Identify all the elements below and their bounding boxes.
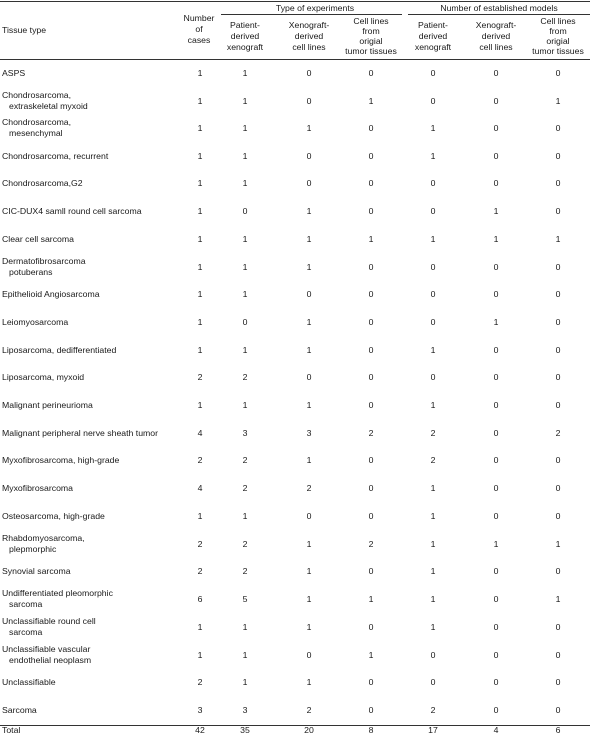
value-cell: 0 [368, 261, 374, 272]
header-number-of-cases: Number of cases [183, 13, 215, 45]
value-cell: 0 [306, 372, 312, 382]
value-cell: 0 [368, 400, 374, 410]
value-cell: 0 [242, 206, 248, 216]
value-cell: 1 [197, 95, 203, 106]
value-cell: 0 [493, 593, 499, 604]
tissue-type-cell: ASPS [2, 68, 26, 78]
tissue-type-cell: Epithelioid Angiosarcoma [2, 289, 100, 299]
value-cell: 3 [306, 428, 312, 438]
value-cell: 2 [197, 538, 203, 549]
value-cell: 3 [242, 428, 248, 438]
value-cell: 0 [555, 206, 561, 216]
value-cell: 1 [197, 151, 203, 161]
value-cell: 2 [242, 372, 248, 382]
value-cell: 0 [555, 621, 561, 632]
value-cell: 0 [368, 345, 374, 355]
value-cell: 0 [306, 649, 312, 660]
value-cell: 0 [493, 151, 499, 161]
table-row [0, 511, 590, 522]
value-cell: 1 [242, 95, 248, 106]
value-cell: 1 [242, 178, 248, 188]
value-cell: 0 [555, 677, 561, 687]
header-type-of-experiments: Type of experiments [275, 3, 355, 13]
value-cell: 1 [555, 234, 561, 244]
tissue-type-cell: Sarcoma [2, 705, 37, 715]
value-cell: 1 [197, 206, 203, 216]
value-cell: 2 [430, 705, 436, 715]
total-row [0, 725, 590, 736]
value-cell: 0 [368, 151, 374, 161]
value-cell: 1 [197, 649, 203, 660]
tissue-type-cell: Liposarcoma, myxoid [2, 372, 85, 382]
tissue-type-cell: Clear cell sarcoma [2, 234, 74, 244]
table-row [0, 90, 590, 112]
table-row [0, 616, 590, 638]
value-cell: 1 [555, 95, 561, 106]
tissue-type-cell: Total [2, 725, 21, 735]
value-cell: 1 [242, 345, 248, 355]
value-cell: 0 [555, 566, 561, 576]
value-cell: 1 [430, 593, 436, 604]
value-cell: 2 [197, 455, 203, 465]
value-cell: 0 [493, 345, 499, 355]
value-cell: 1 [493, 234, 499, 244]
value-cell: 1 [493, 538, 499, 549]
value-cell: 1 [306, 234, 312, 244]
value-cell: 4 [197, 483, 203, 493]
tissue-type-cell: Synovial sarcoma [2, 566, 71, 576]
tissue-type-cell: Undifferentiated pleomorphic sarcoma [2, 588, 113, 609]
value-cell: 1 [197, 122, 203, 133]
value-cell: 1 [197, 234, 203, 244]
tissue-type-cell: Osteosarcoma, high-grade [2, 511, 105, 521]
value-cell: 17 [428, 725, 438, 735]
value-cell: 1 [197, 511, 203, 521]
value-cell: 1 [368, 593, 374, 604]
value-cell: 1 [242, 621, 248, 632]
value-cell: 2 [555, 428, 561, 438]
value-cell: 1 [493, 206, 499, 216]
value-cell: 1 [306, 455, 312, 465]
value-cell: 0 [306, 151, 312, 161]
sub-header-col-5: Xenograft- derived cell lines [475, 20, 517, 52]
table-row [0, 234, 590, 245]
value-cell: 2 [197, 677, 203, 687]
table-row [0, 677, 590, 688]
value-cell: 1 [306, 317, 312, 327]
value-cell: 1 [306, 261, 312, 272]
value-cell: 1 [368, 95, 374, 106]
value-cell: 1 [555, 538, 561, 549]
value-cell: 2 [430, 455, 436, 465]
value-cell: 2 [242, 538, 248, 549]
value-cell: 0 [430, 178, 436, 188]
value-cell: 2 [242, 483, 248, 493]
value-cell: 2 [368, 538, 374, 549]
value-cell: 0 [368, 677, 374, 687]
value-cell: 0 [368, 122, 374, 133]
value-cell: 0 [430, 649, 436, 660]
tissue-type-cell: Unclassifiable round cell sarcoma [2, 616, 96, 637]
value-cell: 1 [555, 593, 561, 604]
value-cell: 2 [197, 372, 203, 382]
value-cell: 2 [306, 483, 312, 493]
table-row [0, 317, 590, 328]
table-row [0, 117, 590, 139]
value-cell: 0 [493, 289, 499, 299]
value-cell: 0 [306, 68, 312, 78]
value-cell: 0 [555, 483, 561, 493]
tissue-type-cell: Myxofibrosarcoma [2, 483, 73, 493]
value-cell: 0 [368, 455, 374, 465]
value-cell: 1 [197, 261, 203, 272]
value-cell: 6 [197, 593, 203, 604]
value-cell: 0 [555, 178, 561, 188]
tissue-type-cell: Chondrosarcoma, recurrent [2, 151, 109, 161]
value-cell: 0 [368, 483, 374, 493]
value-cell: 0 [306, 95, 312, 106]
value-cell: 0 [430, 372, 436, 382]
value-cell: 20 [304, 725, 314, 735]
value-cell: 1 [306, 593, 312, 604]
tissue-type-cell: Malignant perineurioma [2, 400, 93, 410]
tissue-type-cell: Chondrosarcoma, extraskeletal myxoid [2, 90, 88, 111]
value-cell: 1 [430, 151, 436, 161]
table-row [0, 483, 590, 494]
table-row [0, 428, 590, 439]
value-cell: 0 [493, 511, 499, 521]
value-cell: 0 [493, 705, 499, 715]
tissue-type-cell: Myxofibrosarcoma, high-grade [2, 455, 120, 465]
value-cell: 0 [555, 649, 561, 660]
value-cell: 0 [555, 345, 561, 355]
sub-header-col-6: Cell lines from origial tumor tissues [532, 16, 584, 56]
table-row [0, 533, 590, 555]
value-cell: 0 [555, 289, 561, 299]
value-cell: 0 [368, 511, 374, 521]
value-cell: 0 [242, 317, 248, 327]
value-cell: 0 [555, 261, 561, 272]
value-cell: 1 [242, 511, 248, 521]
value-cell: 1 [197, 621, 203, 632]
table-row [0, 644, 590, 666]
sub-header-col-1: Patient- derived xenograft [226, 20, 264, 52]
tissue-type-cell: Unclassifiable vascular endothelial neoplasm [2, 644, 92, 665]
value-cell: 4 [493, 725, 499, 735]
value-cell: 1 [197, 289, 203, 299]
value-cell: 2 [242, 455, 248, 465]
value-cell: 0 [430, 206, 436, 216]
value-cell: 1 [430, 122, 436, 133]
value-cell: 0 [555, 400, 561, 410]
value-cell: 6 [555, 725, 561, 735]
value-cell: 1 [368, 649, 374, 660]
table-row [0, 256, 590, 278]
value-cell: 0 [493, 483, 499, 493]
header-bottom-rule [0, 59, 590, 60]
value-cell: 1 [306, 538, 312, 549]
value-cell: 1 [430, 234, 436, 244]
value-cell: 1 [242, 677, 248, 687]
value-cell: 0 [493, 455, 499, 465]
value-cell: 35 [240, 725, 250, 735]
value-cell: 0 [368, 317, 374, 327]
value-cell: 2 [368, 428, 374, 438]
value-cell: 3 [197, 705, 203, 715]
table-top-rule [0, 1, 590, 2]
value-cell: 0 [368, 206, 374, 216]
value-cell: 1 [306, 206, 312, 216]
table-row [0, 345, 590, 356]
value-cell: 0 [555, 511, 561, 521]
table-row [0, 289, 590, 300]
value-cell: 0 [430, 261, 436, 272]
value-cell: 8 [368, 725, 374, 735]
value-cell: 0 [493, 95, 499, 106]
tissue-type-cell: Unclassifiable [2, 677, 56, 687]
tissue-type-cell: Rhabdomyosarcoma, plepmorphic [2, 533, 85, 554]
value-cell: 2 [242, 566, 248, 576]
value-cell: 1 [430, 483, 436, 493]
value-cell: 1 [197, 178, 203, 188]
header-number-of-established-models: Number of established models [440, 3, 558, 13]
value-cell: 0 [493, 68, 499, 78]
value-cell: 2 [306, 705, 312, 715]
table-row [0, 400, 590, 411]
value-cell: 1 [242, 234, 248, 244]
value-cell: 1 [493, 317, 499, 327]
value-cell: 0 [493, 428, 499, 438]
sub-header-col-2: Xenograft- derived cell lines [288, 20, 330, 52]
value-cell: 1 [306, 400, 312, 410]
value-cell: 0 [368, 621, 374, 632]
value-cell: 0 [555, 317, 561, 327]
value-cell: 0 [493, 122, 499, 133]
value-cell: 5 [242, 593, 248, 604]
value-cell: 0 [430, 677, 436, 687]
table-row [0, 566, 590, 577]
value-cell: 0 [430, 95, 436, 106]
value-cell: 1 [368, 234, 374, 244]
sub-header-col-4: Patient- derived xenograft [414, 20, 452, 52]
group-rule-experiments [221, 14, 402, 15]
table-row [0, 68, 590, 79]
value-cell: 1 [242, 122, 248, 133]
value-cell: 1 [430, 511, 436, 521]
value-cell: 0 [555, 122, 561, 133]
table-row [0, 206, 590, 217]
value-cell: 1 [430, 400, 436, 410]
value-cell: 42 [195, 725, 205, 735]
value-cell: 0 [306, 511, 312, 521]
value-cell: 1 [197, 68, 203, 78]
value-cell: 0 [368, 372, 374, 382]
value-cell: 0 [368, 566, 374, 576]
tissue-type-cell: Liposarcoma, dedifferentiated [2, 345, 117, 355]
value-cell: 0 [368, 68, 374, 78]
value-cell: 0 [493, 178, 499, 188]
value-cell: 3 [242, 705, 248, 715]
value-cell: 1 [242, 261, 248, 272]
table-row [0, 705, 590, 716]
value-cell: 0 [493, 400, 499, 410]
value-cell: 0 [555, 372, 561, 382]
value-cell: 1 [306, 122, 312, 133]
value-cell: 1 [197, 317, 203, 327]
table-row [0, 455, 590, 466]
value-cell: 2 [430, 428, 436, 438]
value-cell: 1 [197, 345, 203, 355]
table-row [0, 151, 590, 162]
tissue-type-cell: Chondrosarcoma,G2 [2, 178, 83, 188]
group-rule-models [408, 14, 590, 15]
value-cell: 0 [306, 289, 312, 299]
value-cell: 0 [555, 455, 561, 465]
tissue-type-cell: Dermatofibrosarcoma potuberans [2, 256, 86, 277]
value-cell: 1 [242, 400, 248, 410]
tissue-type-cell: Chondrosarcoma, mesenchymal [2, 117, 72, 138]
value-cell: 0 [493, 372, 499, 382]
sub-header-col-3: Cell lines from origial tumor tissues [345, 16, 397, 56]
total-top-rule [0, 725, 590, 726]
table-row [0, 372, 590, 383]
tissue-type-cell: Leiomyosarcoma [2, 317, 69, 327]
value-cell: 0 [368, 178, 374, 188]
value-cell: 1 [242, 68, 248, 78]
value-cell: 1 [197, 400, 203, 410]
value-cell: 0 [493, 621, 499, 632]
value-cell: 1 [242, 289, 248, 299]
value-cell: 0 [430, 68, 436, 78]
value-cell: 0 [368, 705, 374, 715]
value-cell: 0 [493, 649, 499, 660]
value-cell: 0 [368, 289, 374, 299]
value-cell: 0 [493, 261, 499, 272]
tissue-type-cell: Malignant peripheral nerve sheath tumor [2, 428, 158, 438]
header-tissue-type: Tissue type [2, 25, 47, 35]
value-cell: 0 [430, 317, 436, 327]
value-cell: 0 [430, 289, 436, 299]
value-cell: 2 [197, 566, 203, 576]
value-cell: 0 [306, 178, 312, 188]
value-cell: 1 [306, 345, 312, 355]
value-cell: 1 [242, 151, 248, 161]
value-cell: 0 [555, 68, 561, 78]
value-cell: 0 [493, 677, 499, 687]
value-cell: 0 [555, 151, 561, 161]
value-cell: 1 [242, 649, 248, 660]
value-cell: 4 [197, 428, 203, 438]
value-cell: 0 [493, 566, 499, 576]
tissue-type-cell: CIC-DUX4 samll round cell sarcoma [2, 206, 142, 216]
table-row [0, 178, 590, 189]
value-cell: 0 [555, 705, 561, 715]
value-cell: 1 [430, 621, 436, 632]
value-cell: 1 [306, 621, 312, 632]
value-cell: 1 [306, 677, 312, 687]
table-row [0, 588, 590, 610]
value-cell: 1 [430, 345, 436, 355]
value-cell: 1 [430, 538, 436, 549]
value-cell: 1 [430, 566, 436, 576]
value-cell: 1 [306, 566, 312, 576]
